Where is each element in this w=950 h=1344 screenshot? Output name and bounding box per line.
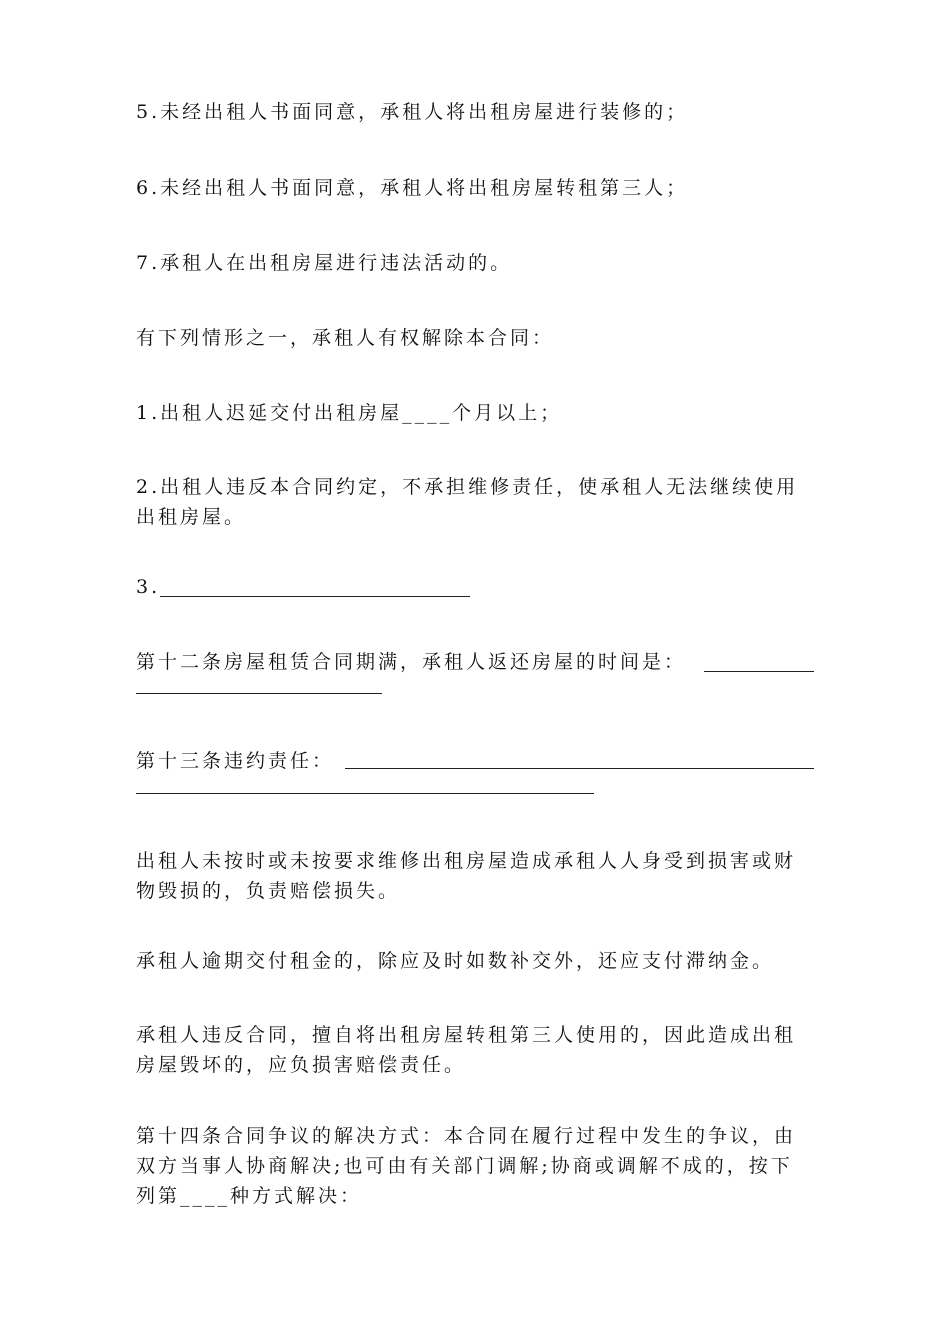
liability-landlord-line-2: 物毁损的，负责赔偿损失。 [136, 880, 401, 902]
clause-item-5: 5.未经出租人书面同意，承租人将出租房屋进行装修的； [136, 101, 689, 123]
liability-sublet-line-1: 承租人违反合同，擅自将出租房屋转租第三人使用的，因此造成出租 [136, 1024, 797, 1046]
tenant-termination-item-1: 1.出租人迟延交付出租房屋____个月以上； [136, 402, 563, 424]
article-13-blank-line-1 [345, 768, 814, 769]
article-12-text: 第十二条房屋租赁合同期满，承租人返还房屋的时间是： [136, 651, 687, 673]
liability-sublet-line-2: 房屋毁坏的，应负损害赔偿责任。 [136, 1054, 467, 1076]
item-3-blank-line [160, 596, 470, 597]
article-12-blank-line-2 [136, 693, 382, 694]
article-13-blank-line-2 [136, 793, 594, 794]
liability-landlord-line-1: 出租人未按时或未按要求维修出租房屋造成承租人人身受到损害或财 [136, 850, 797, 872]
clause-item-6: 6.未经出租人书面同意，承租人将出租房屋转租第三人； [136, 177, 689, 199]
tenant-termination-item-2-line-2: 出租房屋。 [136, 506, 247, 528]
liability-late-rent: 承租人逾期交付租金的，除应及时如数补交外，还应支付滞纳金。 [136, 950, 775, 972]
article-14-line-3: 列第____种方式解决： [136, 1185, 363, 1207]
tenant-termination-item-2-line-1: 2.出租人违反本合同约定，不承担维修责任，使承租人无法继续使用 [136, 476, 799, 498]
article-12-blank-line-1 [704, 671, 814, 672]
tenant-termination-heading: 有下列情形之一，承租人有权解除本合同： [136, 327, 555, 349]
clause-item-7: 7.承租人在出租房屋进行违法活动的。 [136, 252, 513, 274]
article-14-line-1: 第十四条合同争议的解决方式：本合同在履行过程中发生的争议，由 [136, 1125, 797, 1147]
tenant-termination-item-3: 3. [136, 576, 161, 598]
article-14-line-2: 双方当事人协商解决;也可由有关部门调解;协商或调解不成的，按下 [136, 1155, 793, 1177]
article-13-text: 第十三条违约责任： [136, 750, 335, 772]
